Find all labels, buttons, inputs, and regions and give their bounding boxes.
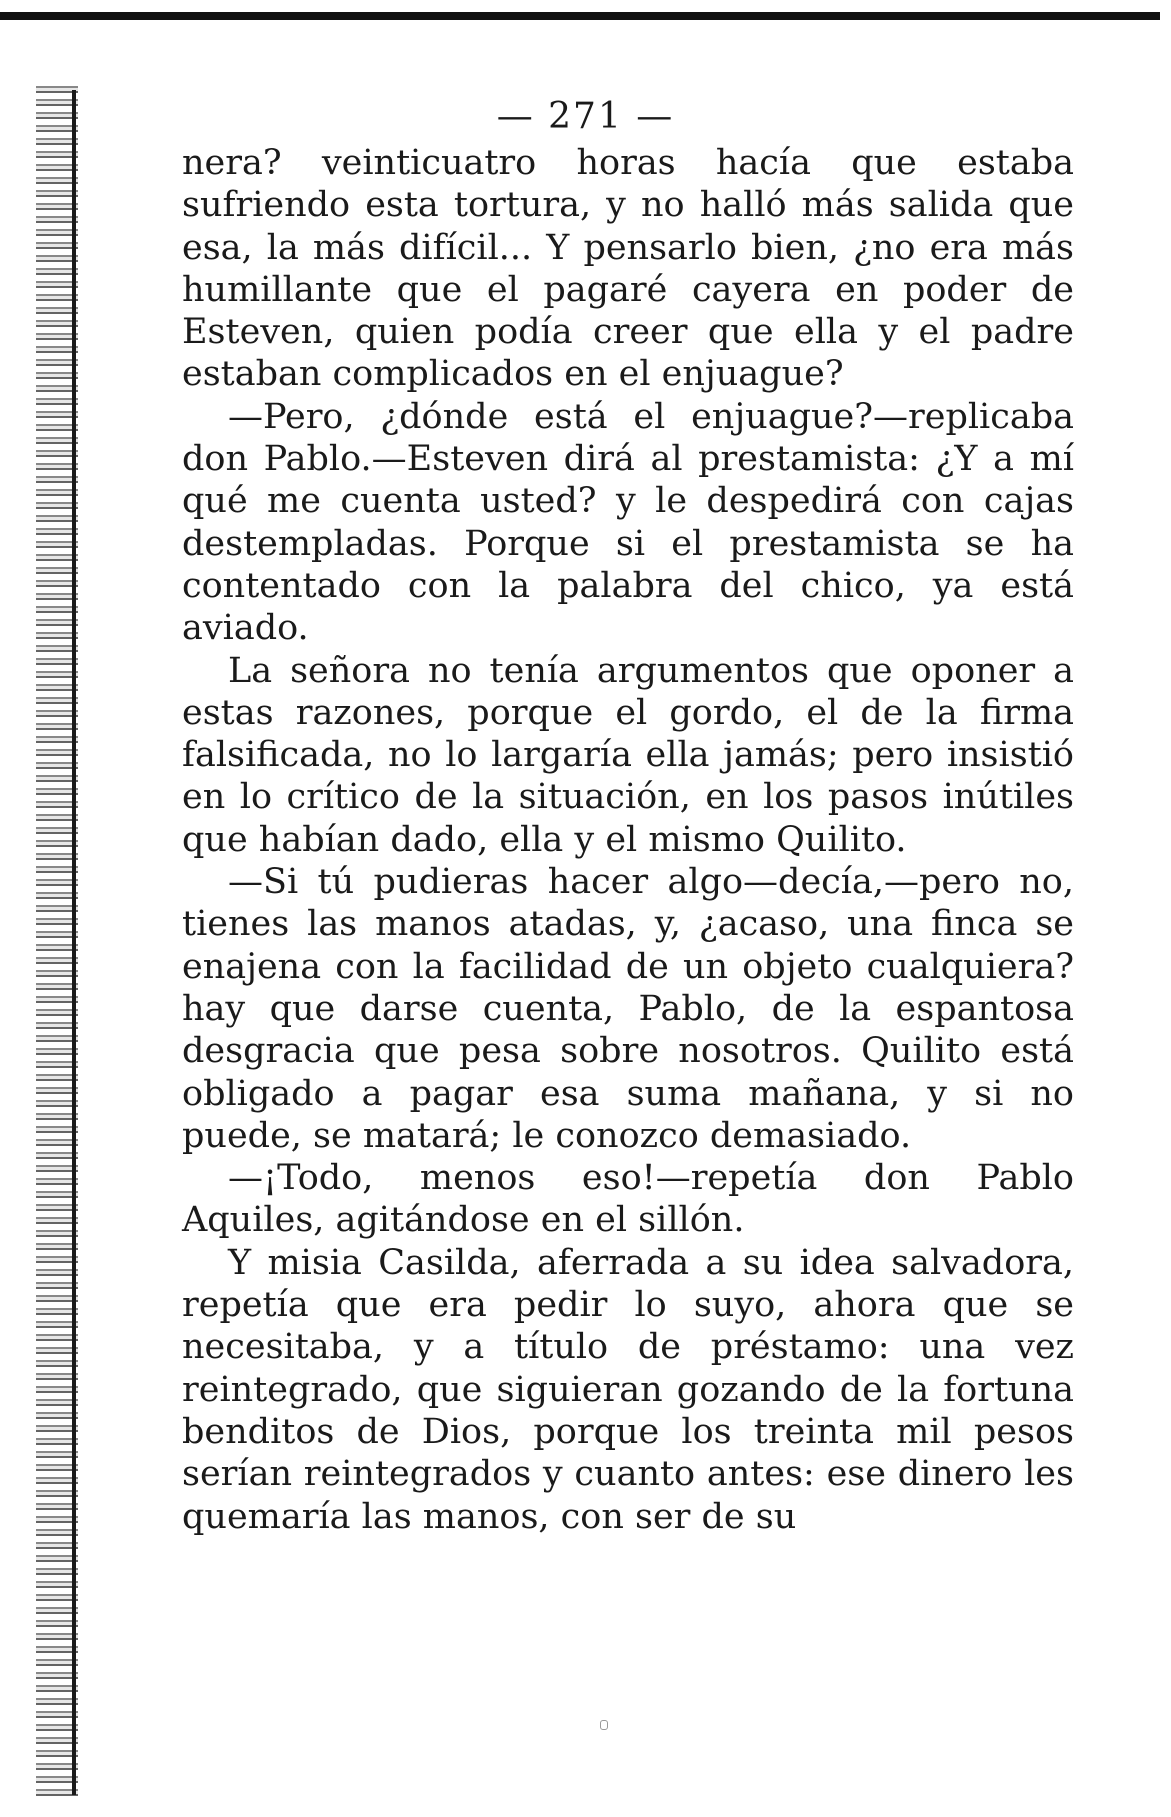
page-number: — 271 — [496,96,675,137]
paragraph-1: nera? veinticuatro horas hacía que estaba sufriendo esta tortura, y no halló más salida que esa, la más difícil... Y pensarlo bien, ¿no era más humillante que el pagaré cayera en poder de Esteven, quien podía creer que ella y el padre estaban complicados en el enjuague? [182,143,1074,395]
paragraph-6: Y misia Casilda, aferrada a su idea salvadora, repetía que era pedir lo suyo, ahora que se necesitaba, y a título de préstamo: una vez reintegrado, que siguieran gozando de la fortuna benditos de Dios, porque los treinta mil pesos serían reintegrados y cuanto antes: ese dinero les quemaría las manos, con ser de su [182,1242,1074,1537]
paragraph-3: La señora no tenía argumentos que oponer a estas razones, porque el gordo, el de la firma falsificada, no lo largaría ella jamás; pero insistió en lo crítico de la situación, en los pasos inútiles que habían dado, ella y el mismo Quilito. [182,650,1074,860]
paragraph-4: —Si tú pudieras hacer algo—decía,—pero no, tienes las manos atadas, y, ¿acaso, una finca se enajena con la facilidad de un objeto cualquiera? hay que darse cuenta, Pablo, de la espantosa desgracia que pesa sobre nosotros. Quilito está obligado a pagar esa suma mañana, y si no puede, se matará; le conozco demasiado. [182,862,1074,1156]
book-spine-line [72,90,76,1795]
page-body-text [182,142,1074,1538]
top-rule [0,12,1160,20]
scan-speck [600,1720,608,1730]
paragraph-2: —Pero, ¿dónde está el enjuague?—replicaba don Pablo.—Esteven dirá al prestamista: ¿Y a mí qué me cuenta usted? y le despedirá con cajas destempladas. Porque si el prestamista se ha contentado con la palabra del chico, ya está aviado. [182,396,1074,649]
paragraph-5: —¡Todo, menos eso!—repetía don Pablo Aquiles, agitándose en el sillón. [182,1158,1074,1241]
